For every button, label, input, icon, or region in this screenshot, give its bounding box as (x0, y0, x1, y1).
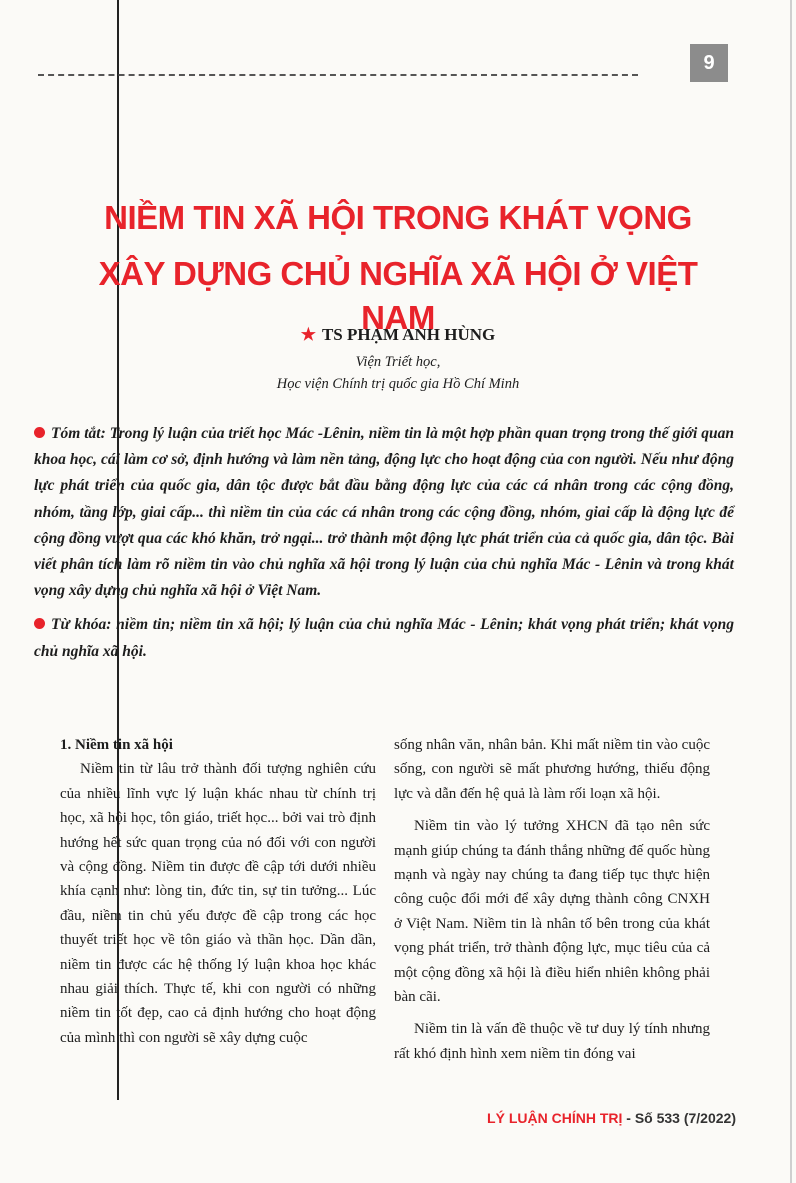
abstract-paragraph (34, 421, 734, 604)
author-name: TS PHẠM ANH HÙNG (321, 325, 496, 344)
body-paragraph: Niềm tin từ lâu trở thành đối tượng nghiên cứu của nhiều lĩnh vực lý luận khác nhau từ chính trị học, xã hội học, tôn giáo, triết học... bởi vai trò định hướng hết sức quan trọng của nó đối với con người và cộng đồng. Niềm tin được đề cập tới dưới nhiều khía cạnh như: lòng tin, đức tin, sự tin tưởng... Lúc đầu, niềm tin chủ yếu được đề cập trong các học thuyết triết học về tôn giáo và thần học. Dần dần, niềm tin được các hệ thống lý luận khoa học khác nhau giải thích. Thực tế, khi con người có những niềm tin tốt đẹp, cao cả định hướng cho hoạt động của mình thì con người sẽ xây dựng cuộc (60, 761, 376, 1046)
body-paragraph: Niềm tin vào lý tưởng XHCN đã tạo nên sức mạnh giúp chúng ta đánh thắng những đế quốc hùng mạnh và ngày nay chúng ta đang tiếp tục thực hiện công cuộc đổi mới để xây dựng thành công CNXH ở Việt Nam. Niềm tin là nhân tố bên trong của khát vọng phát triển, trở thành động lực, mục tiêu của cả một cộng đồng xã hội là điều hiển nhiên không phải bàn cãi. (394, 818, 710, 1006)
abstract-block (34, 421, 734, 673)
header-rule (38, 74, 638, 76)
body-paragraph: sống nhân văn, nhân bản. Khi mất niềm tin vào cuộc sống, con người sẽ mất phương hướng, thiếu động lực và dẫn đến hệ quả là làm rối loạn xã hội. (394, 737, 710, 802)
keywords-paragraph (34, 612, 734, 664)
journal-name: LÝ LUẬN CHÍNH TRỊ (487, 1110, 623, 1126)
body-paragraph: Niềm tin là vấn đề thuộc về tư duy lý tính nhưng rất khó định hình xem niềm tin đóng vai (394, 1021, 710, 1062)
bullet-icon (34, 427, 45, 438)
article-title-line2: XÂY DỰNG CHỦ NGHĨA XÃ HỘI Ở VIỆT NAM (98, 255, 698, 336)
author-block (0, 325, 796, 345)
page-number: 9 (690, 44, 728, 82)
body-column-right (394, 733, 710, 1074)
section-heading: 1. Niềm tin xã hội (60, 737, 173, 753)
abstract-label: Tóm tắt: (51, 425, 106, 442)
page-edge (790, 0, 792, 1183)
article-title-line1: NIỀM TIN XÃ HỘI TRONG KHÁT VỌNG (104, 199, 692, 236)
star-icon: ★ (300, 325, 316, 344)
keywords-label: Từ khóa: (51, 616, 112, 634)
author-affiliation-1: Viện Triết học, (355, 354, 441, 370)
abstract-text: Trong lý luận của triết học Mác -Lênin, niềm tin là một hợp phần quan trọng trong thế giới quan khoa học, cái làm cơ sở, định hướng và làm nền tảng, động lực cho hoạt động của con người. Nếu như động lực phát triển của quốc gia, dân tộc được bắt đầu bằng động lực của các cá nhân trong các cộng đồng, nhóm, tầng lớp, giai cấp... thì niềm tin của các cá nhân trong các cộng đồng, nhóm, giai cấp là động lực để cộng đồng vượt qua các khó khăn, trở ngại... trở thành một động lực phát triển của cả quốc gia, dân tộc. Bài viết phân tích làm rõ niềm tin vào chủ nghĩa xã hội trong lý luận của chủ nghĩa Mác - Lênin và trong khát vọng xây dựng chủ nghĩa xã hội ở Việt Nam. (34, 425, 734, 600)
body-column-left (60, 733, 376, 1058)
bullet-icon (34, 618, 45, 629)
keywords-text: niềm tin; niềm tin xã hội; lý luận của chủ nghĩa Mác - Lênin; khát vọng phát triển; khát vọng chủ nghĩa xã hội. (34, 616, 734, 660)
journal-issue: - Số 533 (7/2022) (622, 1110, 736, 1126)
author-affiliation-2: Học viện Chính trị quốc gia Hồ Chí Minh (276, 376, 520, 392)
journal-footer (487, 1110, 736, 1126)
